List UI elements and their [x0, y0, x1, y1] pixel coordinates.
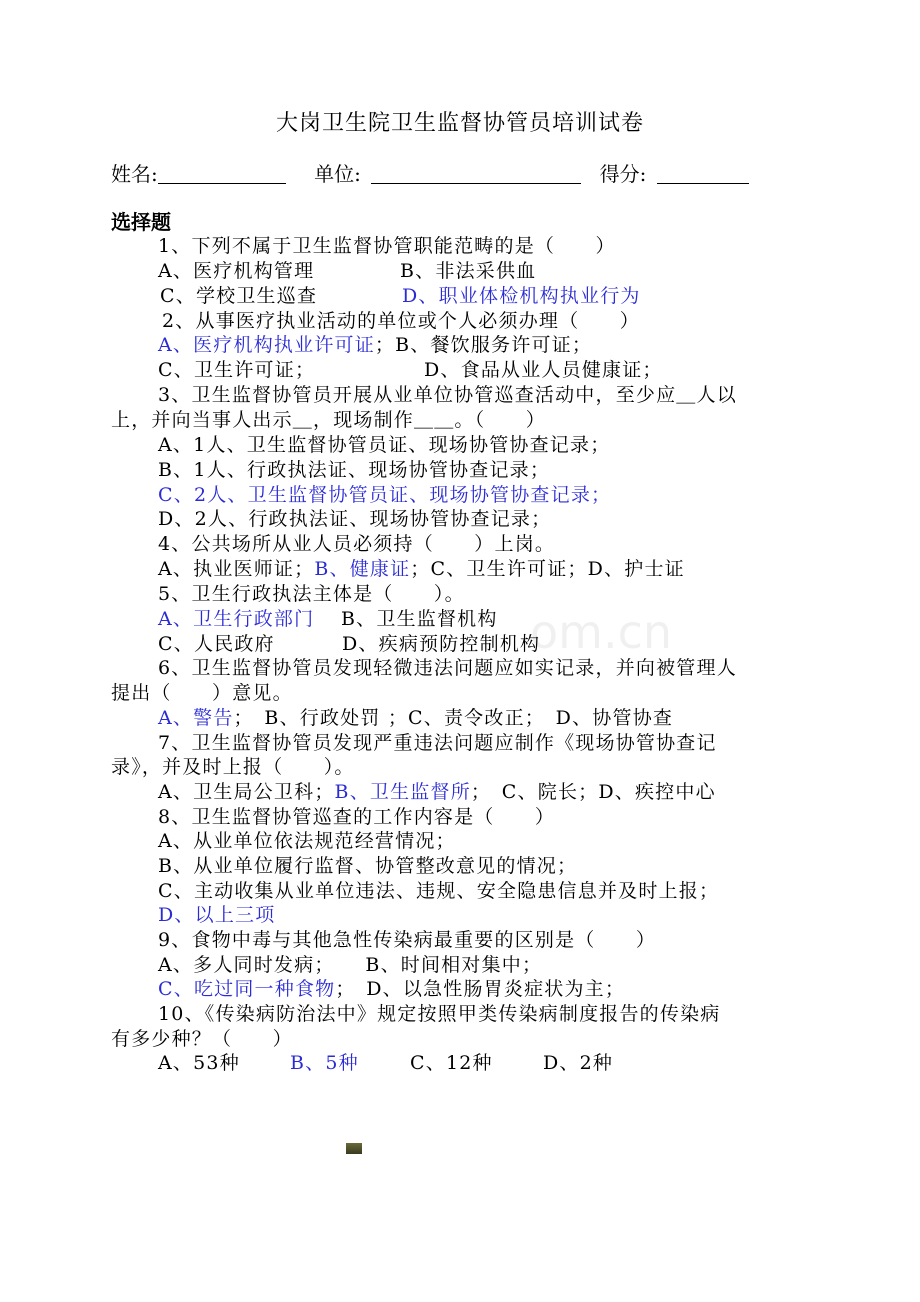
option-7cd: ； C、院长；D、疾控中心: [470, 781, 716, 803]
option-10a: A、53种: [158, 1052, 240, 1074]
option-4a: A、执业医师证；: [158, 558, 315, 580]
unit-label: 单位:: [314, 162, 361, 186]
question-6-line1: 6、卫生监督协管员发现轻微违法问题应如实记录，并向被管理人: [158, 657, 737, 679]
option-9d: ； D、以急性肠胃炎症状为主；: [335, 978, 626, 1000]
option-5c: C、人民政府: [158, 633, 275, 655]
option-5a-answer: A、卫生行政部门: [158, 608, 315, 630]
options-2ab: [158, 330, 592, 357]
question-10-line1: 10、《传染病防治法中》规定按照甲类传染病制度报告的传染病: [158, 1003, 721, 1025]
score-label: 得分:: [599, 162, 647, 186]
option-4cd: ；C、卫生许可证；D、护士证: [410, 558, 685, 580]
question-3-line2: 上，并向当事人出示＿，现场制作＿＿。（ ）: [111, 409, 546, 431]
option-9ab: A、多人同时发病； B、时间相对集中；: [158, 954, 543, 976]
options-6: [158, 703, 673, 730]
page-title: 大岗卫生院卫生监督协管员培训试卷: [275, 111, 644, 136]
question-3-line1: 3、卫生监督协管员开展从业单位协管巡查活动中，至少应＿人以: [158, 384, 737, 406]
question-9: 9、食物中毒与其他急性传染病最重要的区别是（ ）: [158, 929, 657, 951]
option-3d: D、2人、行政执法证、现场协管协查记录；: [158, 508, 552, 530]
option-5b: B、卫生监督机构: [341, 608, 498, 630]
option-2a-answer: A、医疗机构执业许可证: [158, 334, 375, 356]
option-2d: D、食品从业人员健康证；: [424, 359, 663, 381]
option-5d: D、疾病预防控制机构: [342, 633, 541, 655]
option-6bcd: ； B、行政处罚 ；C、责令改正； D、协管协查: [233, 707, 674, 729]
question-6-line2: 提出（ ）意见。: [111, 682, 293, 704]
question-4: 4、公共场所从业人员必须持（ ）上岗。: [158, 533, 556, 555]
options-7: [158, 777, 716, 804]
watermark: om.cn: [530, 605, 673, 659]
option-10d: D、2种: [543, 1052, 614, 1074]
question-1: 1、下列不属于卫生监督协管职能范畴的是（ ）: [158, 235, 616, 257]
option-8d-answer: D、以上三项: [158, 904, 276, 926]
option-1a: A、医疗机构管理: [158, 260, 315, 282]
option-1c: C、学校卫生巡查: [160, 285, 318, 307]
option-2b: ；B、餐饮服务许可证；: [374, 334, 593, 356]
question-10-line2: 有多少种？（ ）: [111, 1028, 293, 1050]
option-1b: B、非法采供血: [400, 260, 537, 282]
score-blank: [657, 163, 749, 184]
unit-blank: [371, 163, 581, 184]
question-8: 8、卫生监督协管巡查的工作内容是（ ）: [158, 806, 556, 828]
section-title: 选择题: [111, 210, 171, 234]
small-image: [346, 1143, 362, 1154]
options-9cd: [158, 974, 625, 1001]
option-8c: C、主动收集从业单位违法、违规、安全隐患信息并及时上报；: [158, 880, 720, 902]
exam-header: [111, 158, 749, 187]
option-8a: A、从业单位依法规范经营情况；: [158, 830, 456, 852]
options-4: [158, 554, 685, 581]
name-label: 姓名:: [111, 162, 158, 186]
question-5: 5、卫生行政执法主体是（ ）。: [158, 583, 465, 605]
option-1d-answer: D、职业体检机构执业行为: [402, 285, 641, 307]
option-6a-answer: A、警告: [158, 707, 234, 729]
option-7b-answer: B、卫生监督所: [334, 781, 471, 803]
name-blank: [158, 163, 286, 184]
option-7a: A、卫生局公卫科；: [158, 781, 335, 803]
option-10c: C、12种: [410, 1052, 493, 1074]
question-2: 2、从事医疗执业活动的单位或个人必须办理（ ）: [162, 310, 640, 332]
option-2c: C、卫生许可证；: [158, 359, 316, 381]
question-7-line1: 7、卫生监督协管员发现严重违法问题应制作《现场协管协查记: [158, 732, 717, 754]
option-10b-answer: B、5种: [290, 1052, 359, 1074]
option-3c-answer: C、2人、卫生监督协管员证、现场协管协查记录；: [158, 484, 612, 506]
option-8b: B、从业单位履行监督、协管整改意见的情况；: [158, 855, 578, 877]
option-3b: B、1人、行政执法证、现场协管协查记录；: [158, 459, 551, 481]
option-3a: A、1人、卫生监督协管员证、现场协管协查记录；: [158, 434, 611, 456]
option-4b-answer: B、健康证: [314, 558, 411, 580]
option-9c-answer: C、吃过同一种食物: [158, 978, 336, 1000]
question-7-line2: 录》，并及时上报（ ）。: [111, 756, 355, 778]
